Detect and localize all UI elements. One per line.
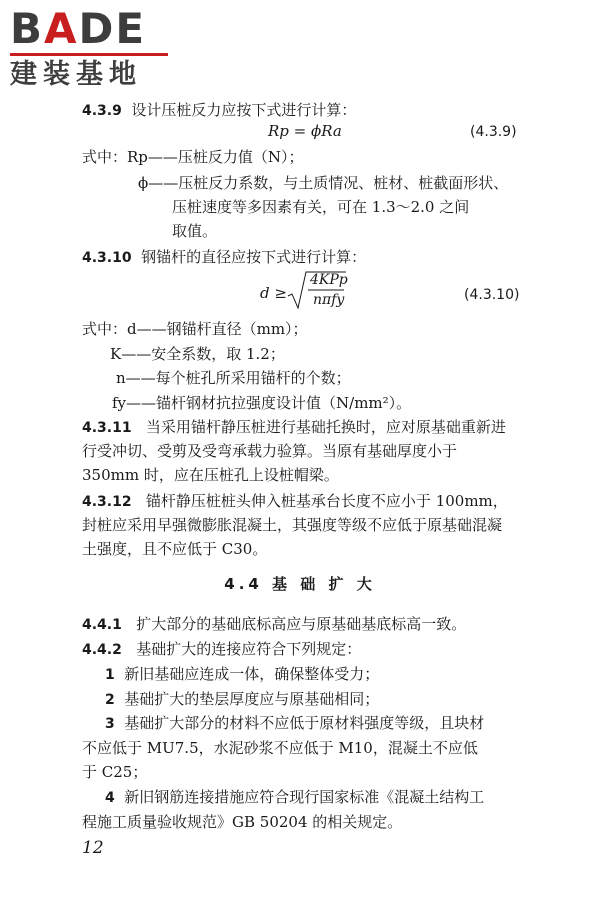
clause-number: 4.3.10	[82, 250, 132, 266]
fraction-denominator: nπfy	[313, 292, 345, 308]
fraction-numerator: 4KPp	[310, 272, 348, 288]
clause-4-3-11-line3: 350mm 时，应在压桩孔上设桩帽梁。	[82, 466, 339, 484]
equation-number: (4.3.10)	[464, 287, 520, 303]
where-phi-line3: 取值。	[172, 222, 218, 240]
item-3-line3: 于 C25；	[82, 763, 148, 781]
clause-4-4-1	[82, 613, 466, 636]
clause-line1: 当采用锚杆静压桩进行基础托换时，应对原基础重新进	[145, 418, 506, 436]
clause-4-3-12	[82, 490, 508, 513]
item-1	[105, 663, 379, 686]
where-rp: 式中：Rp——压桩反力值（N）；	[82, 148, 304, 166]
section-heading: 4.4 基 础 扩 大	[224, 575, 376, 593]
item-4	[105, 786, 484, 809]
clause-number: 4.3.11	[82, 420, 132, 436]
logo-underline	[10, 53, 168, 56]
page-number: 12	[82, 838, 104, 858]
clause-4-3-11	[82, 416, 506, 439]
item-3-line2: 不应低于 MU7.5，水泥砂浆不应低于 M10，混凝土不应低	[82, 739, 478, 757]
where-n: n——每个桩孔所采用锚杆的个数；	[116, 369, 351, 387]
logo-subtitle: 建装基地	[10, 59, 142, 90]
clause-4-3-12-line3: 土强度，且不应低于 C30。	[82, 540, 268, 558]
where-phi-line1: ϕ——压桩反力系数，与土质情况、桩材、桩截面形状、	[138, 174, 509, 192]
item-text: 基础扩大的垫层厚度应与原基础相同；	[124, 690, 380, 708]
clause-number: 4.4.1	[82, 617, 122, 633]
item-2	[105, 688, 379, 711]
logo-red-letter: A	[44, 4, 79, 53]
item-number: 1	[105, 667, 115, 683]
clause-4-4-2	[82, 638, 361, 661]
clause-4-3-10	[82, 246, 366, 269]
item-4-line2: 程施工质量验收规范》GB 50204 的相关规定。	[82, 813, 403, 831]
clause-text: 钢锚杆的直径应按下式进行计算：	[141, 248, 367, 266]
item-number: 2	[105, 692, 115, 708]
clause-text: 设计压桩反力应按下式进行计算：	[131, 101, 357, 119]
clause-line1: 锚杆静压桩桩头伸入桩基承台长度不应小于 100mm，	[145, 492, 508, 510]
where-phi-line2: 压桩速度等多因素有关，可在 1.3～2.0 之间	[172, 198, 470, 216]
bade-logo	[10, 6, 175, 92]
clause-4-3-9	[82, 99, 356, 122]
logo-brand: BADE	[10, 4, 147, 53]
clause-4-3-12-line2: 封桩应采用早强微膨胀混凝土，其强度等级不应低于原基础混凝	[82, 516, 503, 534]
equation-number: (4.3.9)	[470, 124, 517, 140]
item-number: 4	[105, 790, 115, 806]
clause-text: 扩大部分的基础底标高应与原基础基底标高一致。	[136, 615, 467, 633]
clause-text: 基础扩大的连接应符合下列规定：	[136, 640, 362, 658]
item-text: 基础扩大部分的材料不应低于原材料强度等级，且块材	[124, 714, 485, 732]
clause-number: 4.3.9	[82, 103, 122, 119]
clause-number: 4.4.2	[82, 642, 122, 658]
where-fy: fy——锚杆钢材抗拉强度设计值（N/mm²）。	[112, 394, 412, 412]
where-k: K——安全系数，取 1.2；	[110, 345, 285, 363]
where-d: 式中：d——钢锚杆直径（mm）；	[82, 320, 308, 338]
item-number: 3	[105, 716, 115, 732]
clause-4-3-11-line2: 行受冲切、受剪及受弯承载力验算。当原有基础厚度小于	[82, 442, 458, 460]
clause-number: 4.3.12	[82, 494, 132, 510]
item-3	[105, 712, 484, 735]
item-text: 新旧基础应连成一体，确保整体受力；	[124, 665, 380, 683]
item-text: 新旧钢筋连接措施应符合现行国家标准《混凝土结构工	[124, 788, 485, 806]
formula-4-3-9: Rp = ϕRa	[268, 122, 342, 140]
formula-left: d ≥	[260, 284, 287, 302]
